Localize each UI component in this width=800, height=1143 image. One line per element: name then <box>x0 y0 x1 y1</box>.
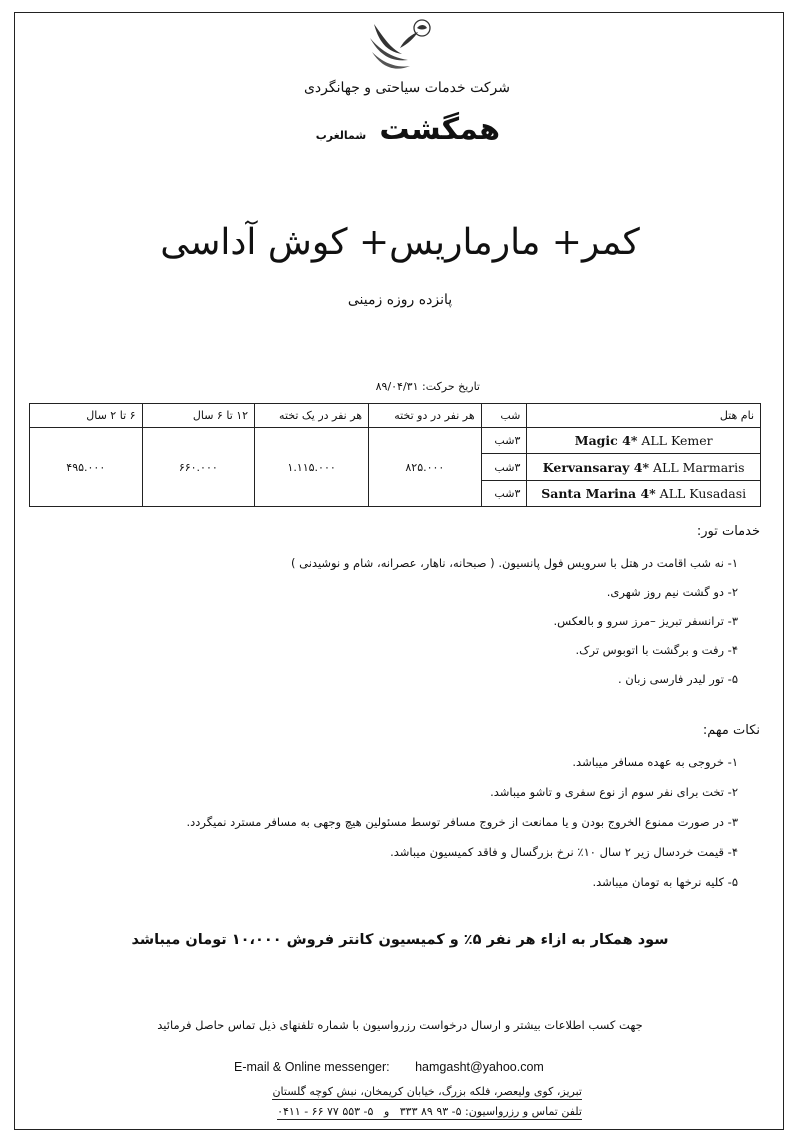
table-row <box>30 428 761 454</box>
contact-note: جهت کسب اطلاعات بیشتر و ارسال درخواست رزرواسیون با شماره تلفنهای ذیل تماس حاصل فرمائید <box>157 1018 643 1032</box>
hotel-city: Kusadasi <box>689 485 747 501</box>
tour-title: کمر+ مارماریس+ کوش آداسی <box>160 222 640 263</box>
list-item: ۲- تخت برای نفر سوم از نوع سفری و تاشو میباشد. <box>490 785 738 799</box>
header-child-2-6: ۶ تا ۲ سال <box>30 404 143 428</box>
list-item: ۵- تور لیدر فارسی زبان . <box>617 672 738 686</box>
header-nights: شب <box>481 404 527 428</box>
hotel-name: Kervansaray 4* <box>542 459 650 475</box>
table-header-row <box>30 404 761 428</box>
hotel-cell <box>527 454 761 480</box>
list-item: ۴- رفت و برگشت با اتوبوس ترک. <box>575 643 738 657</box>
list-item: ۳- ترانسفر تبریز –مرز سرو و بالعکس. <box>553 614 738 628</box>
nights-cell: ۳شب <box>481 428 527 454</box>
hotel-cell <box>527 480 761 506</box>
price-child-6-12: ۶۶۰.۰۰۰ <box>142 428 255 507</box>
email-link[interactable]: hamgasht@yahoo.com <box>415 1060 544 1074</box>
hotel-name: Santa Marina 4* <box>541 485 656 501</box>
nights-cell: ۳شب <box>481 454 527 480</box>
hotel-board: ALL <box>653 459 679 475</box>
departure-label: تاریخ حرکت: <box>422 380 480 393</box>
header-child-6-12: ۱۲ تا ۶ سال <box>142 404 255 428</box>
header-single: هر نفر در یک تخته <box>255 404 369 428</box>
address: تبریز، کوی ولیعصر، فلکه بزرگ، خیابان کریمخان، نبش کوچه گلستان <box>272 1085 582 1098</box>
list-item: ۵- کلیه نرخها به تومان میباشد. <box>592 875 738 889</box>
list-item: ۲- دو گشت نیم روز شهری. <box>606 585 738 599</box>
list-item: ۴- قیمت خردسال زیر ۲ سال ۱۰٪ نرخ بزرگسال و فاقد کمیسیون میباشد. <box>390 845 738 859</box>
hotel-price-table <box>29 403 761 507</box>
services-list <box>291 556 738 701</box>
list-item: ۱- خروجی به عهده مسافر میباشد. <box>572 755 738 769</box>
phone-label: تلفن تماس و رزرواسیون: <box>465 1105 582 1118</box>
notes-heading: نکات مهم: <box>702 723 760 738</box>
email-row <box>234 1060 574 1074</box>
notes-list <box>187 755 739 905</box>
list-item: ۳- در صورت ممنوع الخروج بودن و یا ممانعت از خروج مسافر توسط مسئولین هیچ وجهی به مسافر مسترد نمیگردد. <box>186 815 738 829</box>
header-hotel: نام هتل <box>527 404 761 428</box>
price-child-2-6: ۴۹۵.۰۰۰ <box>30 428 143 507</box>
hotel-city: Marmaris <box>682 459 745 475</box>
company-logo <box>360 18 444 74</box>
phone-line <box>202 1105 582 1120</box>
phone-block <box>277 1105 582 1120</box>
hotel-cell <box>527 428 761 454</box>
brand-name: همگشت <box>379 112 500 147</box>
email-label: E-mail & Online messenger: <box>234 1060 390 1074</box>
partner-profit-note: سود همکار به ازاء هر نفر ۵٪ و کمیسیون کانتر فروش ۱۰،۰۰۰ تومان میباشد <box>131 932 669 948</box>
hotel-board: ALL <box>659 485 686 501</box>
departure-value: ۸۹/۰۴/۳۱ <box>375 380 419 393</box>
nights-cell: ۳شب <box>481 480 527 506</box>
brand-block <box>280 112 500 152</box>
brand-suffix: شمالغرب <box>315 129 367 142</box>
list-item: ۱- نه شب اقامت در هتل با سرویس فول پانسیون. ( صبحانه، ناهار، عصرانه، شام و نوشیدنی ) <box>290 556 738 570</box>
phone-number-1[interactable]: ۵- ۹۳ ۸۹ ۳۳۳ <box>399 1105 462 1118</box>
price-double: ۸۲۵.۰۰۰ <box>369 428 482 507</box>
header-double: هر نفر در دو تخته <box>369 404 482 428</box>
address-line <box>202 1085 582 1100</box>
services-heading: خدمات تور: <box>696 524 760 539</box>
hotel-name: Magic 4* <box>574 433 638 449</box>
departure-date <box>330 380 480 393</box>
phone-number-2[interactable]: ۵- ۵۵۳ ۷۷ ۶۶ - ۰۴۱۱ <box>277 1105 374 1118</box>
tour-subtitle: پانزده روزه زمینی <box>347 292 453 308</box>
hotel-city: Kemer <box>670 433 713 449</box>
company-name: شرکت خدمات سیاحتی و جهانگردی <box>303 80 510 96</box>
phone-joiner: و <box>383 1105 390 1118</box>
price-single: ۱.۱۱۵.۰۰۰ <box>255 428 369 507</box>
hotel-board: ALL <box>641 433 667 449</box>
